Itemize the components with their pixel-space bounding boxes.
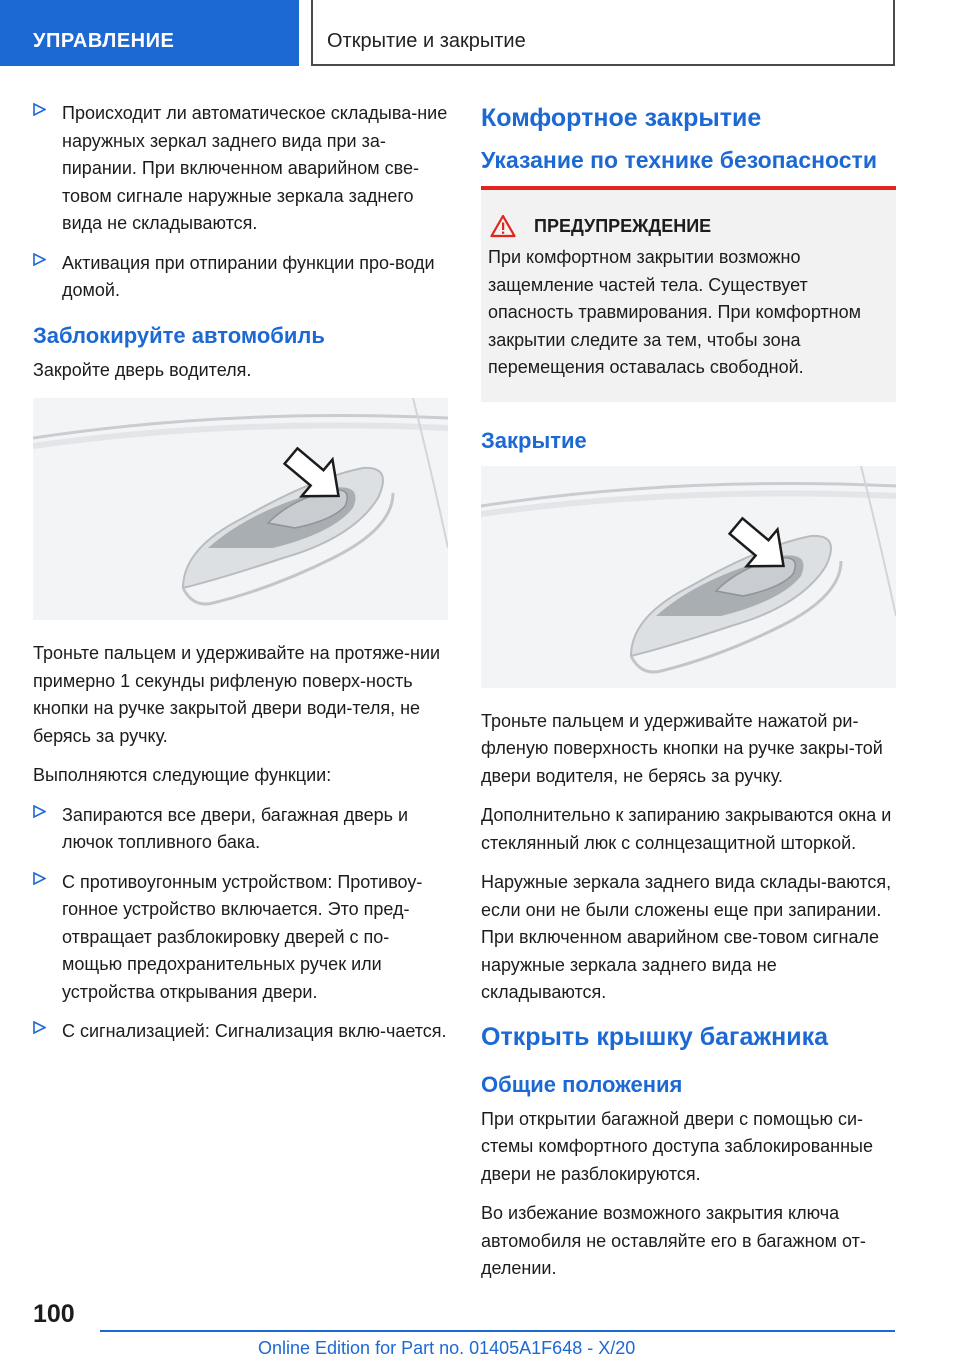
mirror-text: Наружные зеркала заднего вида склады-ваются, если они не были сложены еще при запирании. При включенном аварийном све-товом сигнале наружные зеркала заднего вида не складываются. [481, 872, 892, 1002]
list-item [33, 802, 448, 857]
warning-box [481, 190, 896, 402]
list-item-text: С сигнализацией: Сигнализация вклю-чается. [62, 1021, 447, 1041]
list-item-text: Активация при отпирании функции про-води домой. [62, 252, 435, 300]
closing-heading: Закрытие [481, 427, 587, 453]
comfort-heading: Комфортное закрытие [481, 104, 762, 132]
closing-handle-illustration [481, 466, 896, 688]
edition-footer: Online Edition for Part no. 01405A1F648 - X/20 [258, 1338, 636, 1358]
left-column [33, 100, 448, 1058]
door-handle-illustration [33, 398, 448, 620]
touch-instruction: Троньте пальцем и удерживайте на протяже-нии примерно 1 секунды рифленую поверх-ность кнопки на ручке закрытой двери води-теля, не берясь за ручку. [33, 643, 441, 746]
right-column [481, 100, 896, 1295]
list-item [33, 100, 448, 238]
list-item-text: Происходит ли автоматическое складыва-ние наружных зеркал заднего вида при за-пирании. При включенном аварийном све-товом сигнале наружные зеркала заднего вида не складываются. [62, 103, 448, 233]
warning-title: ПРЕДУПРЕЖДЕНИЕ [534, 215, 712, 236]
lock-intro: Закройте дверь водителя. [33, 359, 252, 380]
page-number: 100 [33, 1300, 75, 1328]
triangle-bullet-icon [33, 103, 46, 116]
functions-list [33, 802, 448, 1046]
triangle-bullet-icon [33, 805, 46, 818]
list-item-text: Запираются все двери, багажная дверь и лючок топливного бака. [62, 804, 409, 852]
list-item [33, 250, 448, 305]
warning-header [488, 214, 888, 238]
top-bullet-list [33, 100, 448, 305]
extra-closing-text: Дополнительно к запиранию закрываются окна и стеклянный люк с солнцезащитной шторкой. [481, 805, 892, 853]
lock-heading: Заблокируйте автомобиль [33, 322, 325, 348]
general-text: При открытии багажной двери с помощью си-стемы комфортного доступа заблокированные двери не разблокируются. [481, 1108, 873, 1184]
page-header [0, 0, 960, 66]
warning-triangle-icon [490, 214, 516, 238]
functions-intro: Выполняются следующие функции: [33, 765, 332, 785]
triangle-bullet-icon [33, 1021, 46, 1034]
warning-text: При комфортном закрытии возможно защемление частей тела. Существует опасность травмирования. При комфортном закрытии следите за тем, чтобы зона перемещения оставалась свободной. [488, 247, 862, 377]
list-item [33, 1018, 448, 1046]
triangle-bullet-icon [33, 253, 46, 266]
list-item-text: С противоугонным устройством: Противоу-гонное устройство включается. Это пред-отвращает разблокировку дверей с по-мощью предохранительных ручек или устройства открывания двери. [62, 871, 423, 1002]
section-tab: УПРАВЛЕНИЕ [0, 0, 299, 66]
footer-divider [100, 1330, 895, 1332]
key-warning-text: Во избежание возможного закрытия ключа автомобиля не оставляйте его в багажном от-делении. [481, 1203, 866, 1278]
chapter-title: Открытие и закрытие [311, 0, 895, 66]
trunk-heading: Открыть крышку багажника [481, 1022, 828, 1051]
list-item [33, 869, 448, 1007]
closing-instruction: Троньте пальцем и удерживайте нажатой ри-фленую поверхность кнопки на ручке закры-той двери водителя, не берясь за ручку. [481, 710, 883, 786]
general-heading: Общие положения [481, 1071, 683, 1097]
triangle-bullet-icon [33, 872, 46, 885]
safety-heading: Указание по технике безопасности [481, 147, 877, 173]
